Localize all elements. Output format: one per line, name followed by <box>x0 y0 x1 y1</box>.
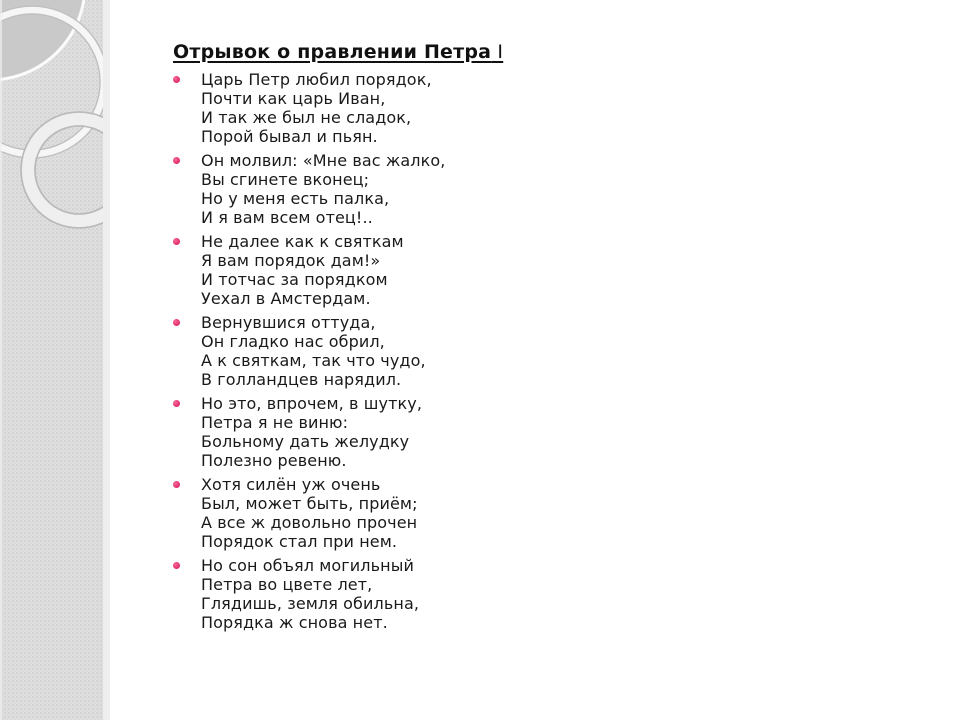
poem-stanza <box>173 556 940 632</box>
bullet-icon <box>173 481 180 488</box>
stanza-lines <box>201 70 432 146</box>
poem-stanza <box>173 232 940 308</box>
poem-line: Я вам порядок дам!» <box>201 251 381 270</box>
poem-line: А к святкам, так что чудо, <box>201 351 426 370</box>
slide-title-numeral: I <box>491 41 504 63</box>
bullet-icon <box>173 562 180 569</box>
decorative-side-strip <box>0 0 110 720</box>
bullet-icon <box>173 157 180 164</box>
poem-line: Петра во цвете лет, <box>201 575 373 594</box>
poem-line: Почти как царь Иван, <box>201 89 386 108</box>
poem-line: Но это, впрочем, в шутку, <box>201 394 423 413</box>
poem-line: Уехал в Амстердам. <box>201 289 371 308</box>
poem-line: А все ж довольно прочен <box>201 513 418 532</box>
poem-line: В голландцев нарядил. <box>201 370 402 389</box>
slide-title-text: Отрывок о правлении Петра <box>173 41 492 63</box>
poem-line: И так же был не сладок, <box>201 108 412 127</box>
poem-line: Полезно ревеню. <box>201 451 347 470</box>
bullet-icon <box>173 238 180 245</box>
stanza-lines <box>201 556 419 632</box>
stanza-lines <box>201 232 404 308</box>
poem-line: Но у меня есть палка, <box>201 189 390 208</box>
poem-line: Вернувшися оттуда, <box>201 313 376 332</box>
poem-line: Порой бывал и пьян. <box>201 127 378 146</box>
poem-line: Глядишь, земля обильна, <box>201 594 420 613</box>
poem-stanza <box>173 394 940 470</box>
poem-line: Больному дать желудку <box>201 432 410 451</box>
poem-line: Он гладко нас обрил, <box>201 332 385 351</box>
poem-stanza <box>173 313 940 389</box>
stanza-lines <box>201 151 445 227</box>
poem-list <box>173 70 940 632</box>
poem-line: Петра я не виню: <box>201 413 349 432</box>
poem-line: Был, может быть, приём; <box>201 494 418 513</box>
poem-line: Он молвил: «Мне вас жалко, <box>201 151 446 170</box>
poem-line: Не далее как к святкам <box>201 232 404 251</box>
stanza-lines <box>201 394 422 470</box>
slide-content <box>110 0 960 637</box>
bullet-icon <box>173 76 180 83</box>
poem-stanza <box>173 151 940 227</box>
bullet-icon <box>173 319 180 326</box>
poem-line: Порядок стал при нем. <box>201 532 398 551</box>
poem-line: Вы сгинете вконец; <box>201 170 370 189</box>
poem-line: И тотчас за порядком <box>201 270 388 289</box>
stanza-lines <box>201 313 426 389</box>
poem-line: И я вам всем отец!.. <box>201 208 373 227</box>
poem-stanza <box>173 475 940 551</box>
slide-title <box>173 42 940 63</box>
poem-line: Но сон объял могильный <box>201 556 414 575</box>
poem-line: Царь Петр любил порядок, <box>201 70 432 89</box>
decorative-circles-graphic <box>0 0 110 720</box>
bullet-icon <box>173 400 180 407</box>
poem-stanza <box>173 70 940 146</box>
stanza-lines <box>201 475 418 551</box>
poem-line: Хотя силён уж очень <box>201 475 381 494</box>
poem-line: Порядка ж снова нет. <box>201 613 388 632</box>
